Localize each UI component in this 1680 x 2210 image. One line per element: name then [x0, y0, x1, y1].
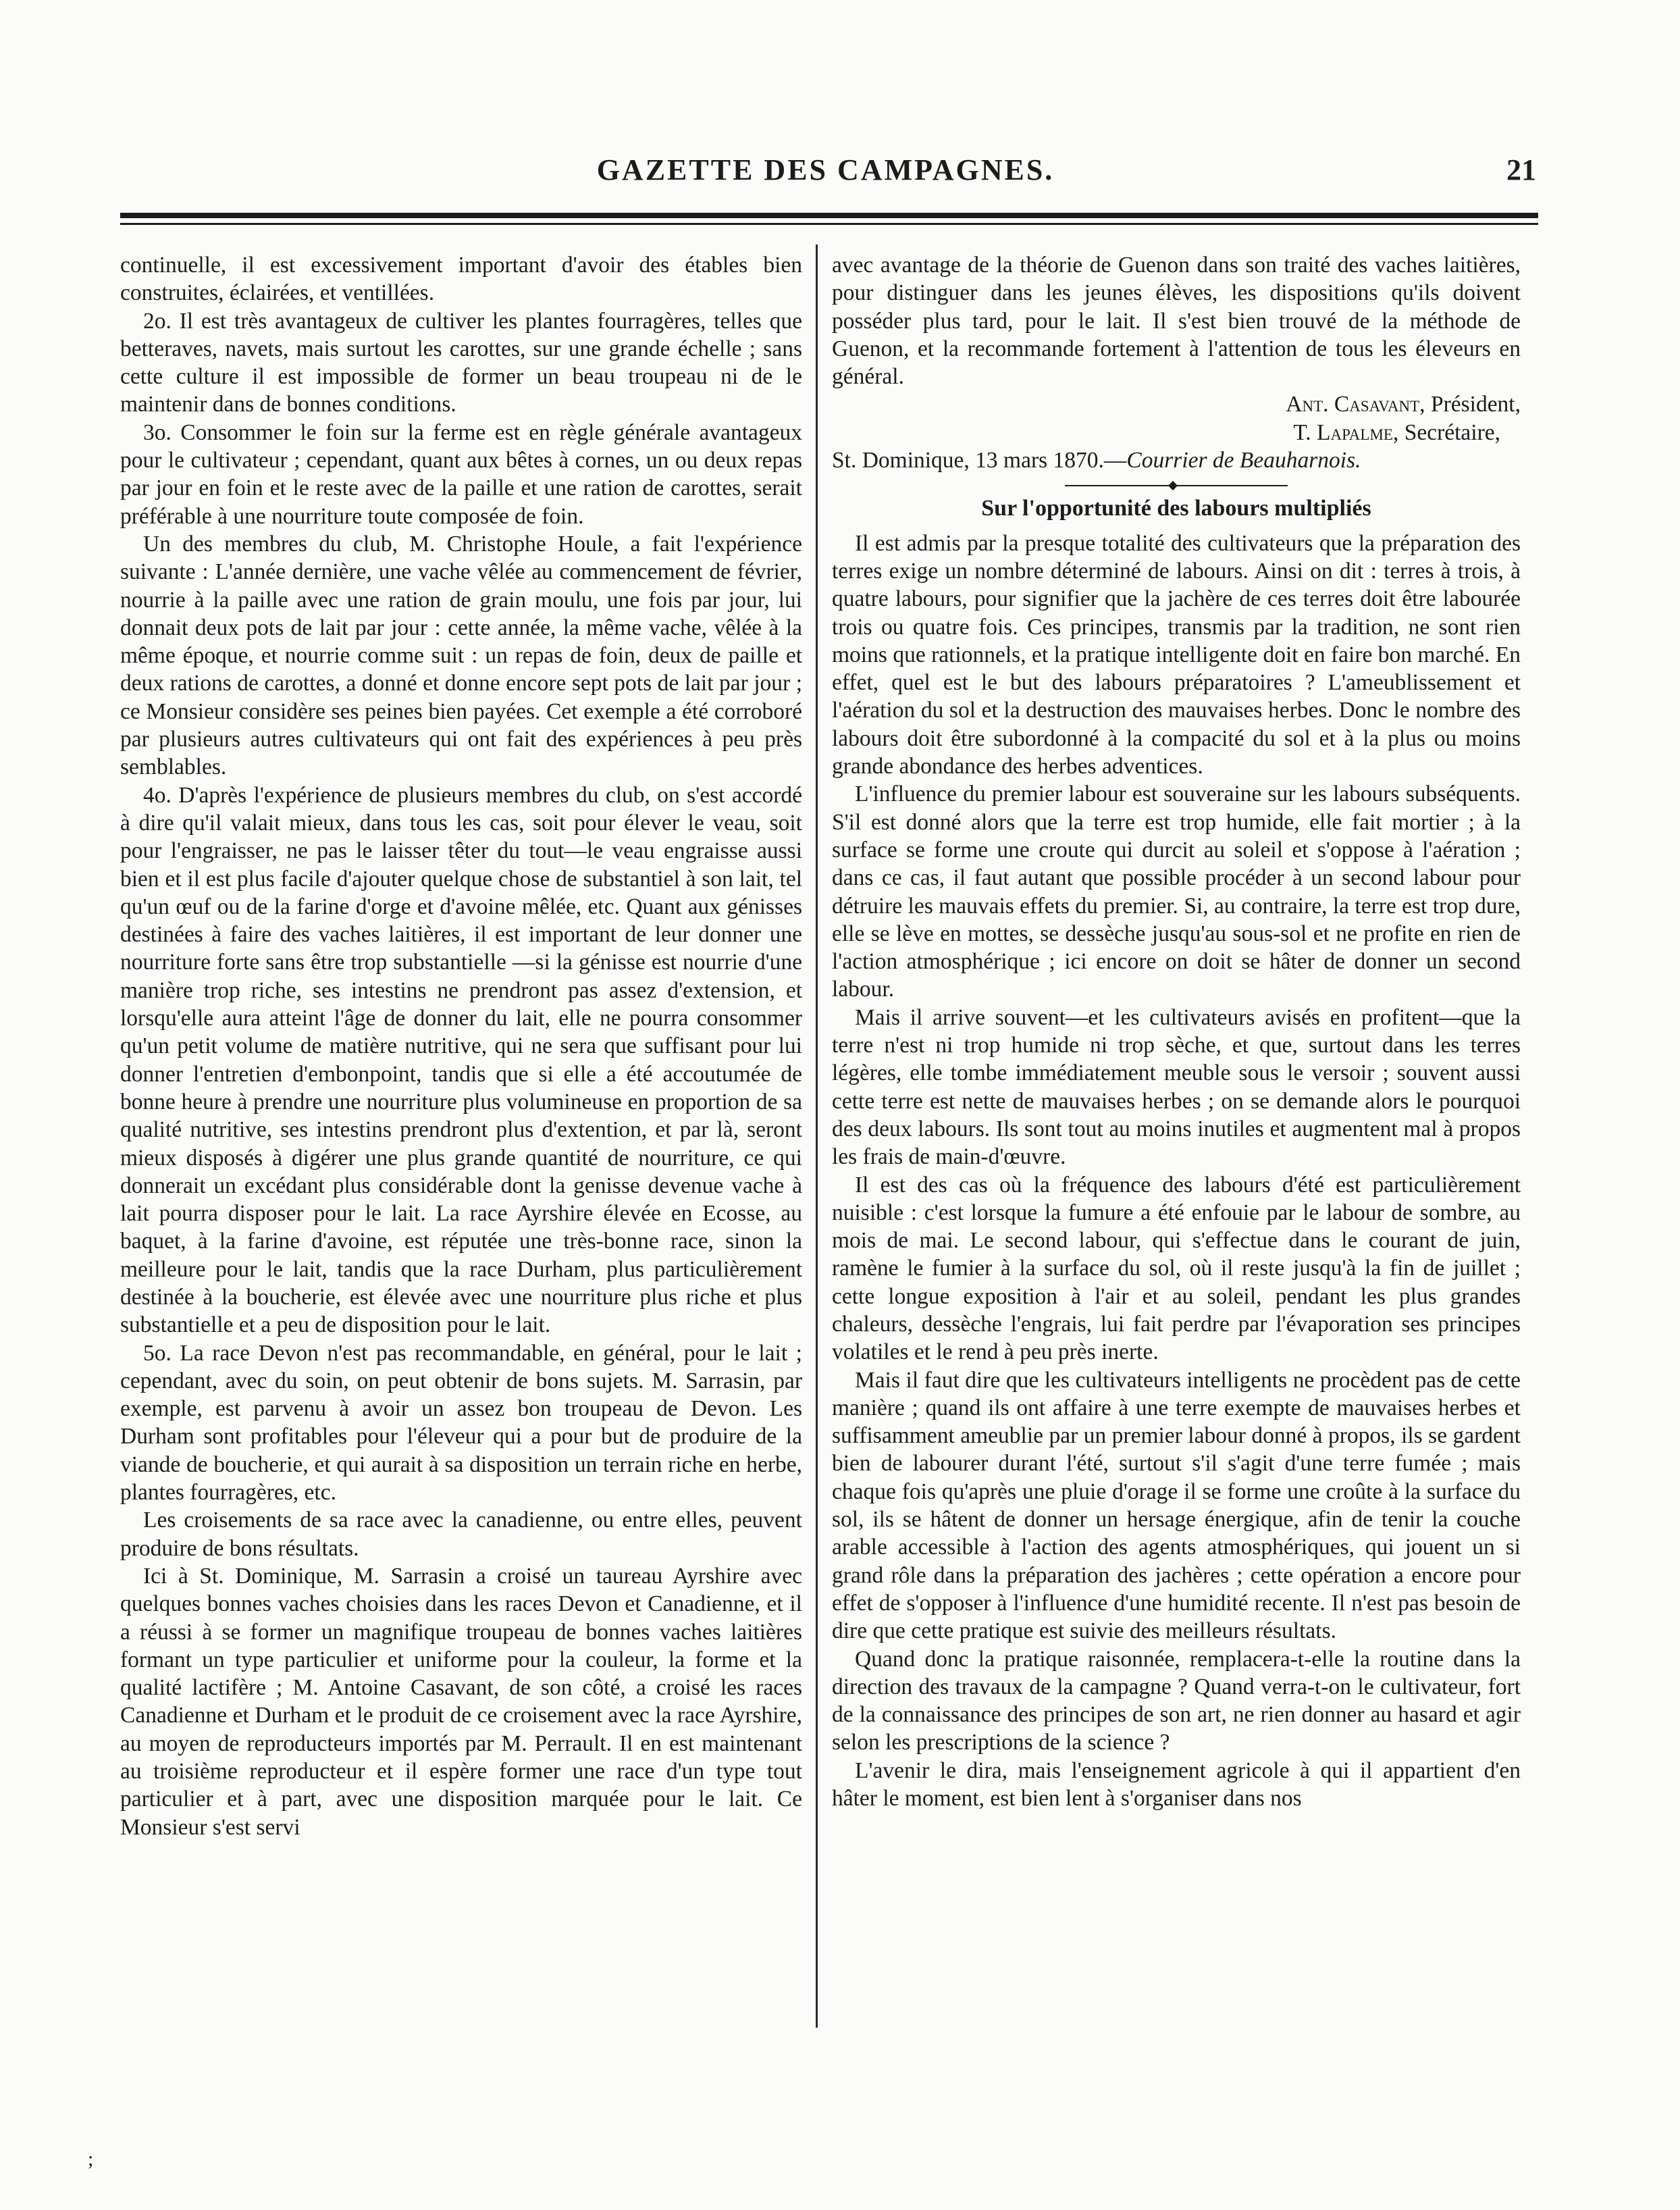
page-header	[115, 153, 1536, 200]
paragraph: Mais il faut dire que les cultivateurs intelligents ne procèdent pas de cette manière ; quand ils ont affaire à une terre exempte de mauvaises herbes et suffisamment ameublie par un premier labour donné à propos, ils se gardent bien de labourer durant l'été, surtout s'il s'agit d'une terre fumée ; mais chaque fois qu'après une pluie d'orage il se forme une croûte à la surface du sol, ils se hâtent de donner un hersage énergique, afin de tenir la couche arable accessible à l'action des agents atmosphériques, qui jouent un si grand rôle dans la préparation des jachères ; cette opération a encore pour effet de s'opposer à l'influence d'une humidité recente. Il n'est pas besoin de dire que cette pratique est suivie des meilleurs résultats.	[832, 1367, 1521, 1644]
paragraph: continuelle, il est excessivement important d'avoir des étables bien construites, éclairées, et ventillées.	[120, 253, 802, 306]
paragraph: 5o. La race Devon n'est pas recommandable, en général, pour le lait ; cependant, avec du soin, on peut obtenir de bons sujets. M. Sarrasin, par exemple, est parvenu à avoir un assez bon troupeau de Devon. Les Durham sont profitables pour l'éleveur qui a pour but de produire de la viande de boucherie, et qui aurait à sa disposition un terrain riche en herbe, plantes fourragères, etc.	[120, 1340, 802, 1506]
paragraph: Il est des cas où la fréquence des labours d'été est particulièrement nuisible : c'est lorsque la fumure a été enfouie par le labour de sombre, au mois de mai. Le second labour, qui s'effectue dans le courant de juin, ramène le fumier à la surface du sol, où il reste jusqu'à la fin de juillet ; cette longue exposition à l'air et au soleil, pendant les plus grandes chaleurs, dessèche l'engrais, lui fait perdre par l'évaporation ses principes volatiles et le rend à peu près inerte.	[832, 1172, 1521, 1365]
paragraph: L'avenir le dira, mais l'enseignement agricole à qui il appartient d'en hâter le moment, est bien lent à s'organiser dans nos	[832, 1757, 1521, 1811]
paragraph: Un des membres du club, M. Christophe Houle, a fait l'expérience suivante : L'année dernière, une vache vêlée au commencement de février, nourrie à la paille avec une ration de grain moulu, une fois par jour, lui donnait deux pots de lait par jour : cette année, la même vache, vêlée à la même époque, et nourrie comme suit : un repas de foin, deux de paille et deux rations de carottes, a donné et donne encore sept pots de lait par jour ; ce Monsieur considère ses peines bien payées. Cet exemple a été corroboré par plusieurs autres cultivateurs qui ont fait des expériences à peu près semblables.	[120, 531, 802, 780]
paragraph: Ici à St. Dominique, M. Sarrasin a croisé un taureau Ayrshire avec quelques bonnes vaches choisies dans les races Devon et Canadienne, et il a réussi à se former un magnifique troupeau de bonnes vaches laitières formant un type particulier et uniforme pour la couleur, la forme et la qualité lactifère ; M. Antoine Casavant, de son côté, a croisé les races Canadienne et Durham et le produit de ce croisement avec la race Ayrshire, au moyen de reproducteurs importés par M. Perrault. Il en est maintenant au troisième reproducteur et il espère former une race d'un type tout particulier et à part, avec une disposition marquée pour le lait. Ce Monsieur s'est servi	[120, 1563, 802, 1840]
paragraph: L'influence du premier labour est souveraine sur les labours subséquents. S'il est donné alors que la terre est trop humide, elle fait mortier ; à la surface se forme une croute qui durcit au soleil et s'oppose à l'aération ; dans ce cas, il faut autant que possible procéder à un second labour pour détruire les mauvais effets du premier. Si, au contraire, la terre est trop dure, elle se lève en mottes, se dessèche jusqu'au sous-sol et ne profite en rien de l'action atmosphérique ; ici encore on doit se hâter de donner un second labour.	[832, 781, 1521, 1002]
dateline-source: Courrier de Beauharnois.	[1126, 448, 1361, 473]
dateline-text: St. Dominique, 13 mars 1870.—	[832, 448, 1127, 473]
newspaper-title: GAZETTE DES CAMPAGNES.	[596, 153, 1055, 186]
left-column	[120, 251, 802, 1841]
footer-mark: ;	[88, 2148, 94, 2170]
dateline	[832, 446, 1521, 474]
signature-name: T. Lapalme,	[1293, 419, 1399, 445]
signature-president	[832, 390, 1521, 418]
column-divider	[816, 245, 818, 2028]
paragraph: 4o. D'après l'expérience de plusieurs membres du club, on s'est accordé à dire qu'il valait mieux, dans tous les cas, soit pour élever le veau, soit pour l'engraisser, ne pas le laisser têter du tout—le veau engraisse aussi bien et il est plus facile d'ajouter quelque chose de substantiel à son lait, tel qu'un œuf ou de la farine d'orge et d'avoine mêlée, etc. Quant aux génisses destinées à faire des vaches laitières, il est important de leur donner une nourriture forte sans être trop substantielle —si la génisse est nourrie d'une manière trop riche, ses intestins ne prendront pas assez d'extension, et lorsqu'elle aura atteint l'âge de donner du lait, elle ne pourra consommer qu'un petit volume de matière nutritive, qui ne sera que suffisant pour lui donner l'entretien d'embonpoint, tandis que si elle a été accoutumée de bonne heure à prendre une nourriture plus volumineuse en proportion de sa qualité nutritive, ses intestins prendront plus d'extention, et par là, seront mieux disposés à digérer une plus grande quantité de nourriture, ce qui donnerait un excédant plus considérable dont la genisse devenue vache à lait pourra disposer pour le lait. La race Ayrshire élevée en Ecosse, au baquet, à la farine d'avoine, est réputée une très-bonne race, sinon la meilleure pour le lait, tandis que la race Durham, plus particulièrement destinée à la boucherie, est élevée avec une nourriture plus riche et plus substantielle et a peu de disposition pour le lait.	[120, 782, 802, 1338]
signature-role: Président,	[1425, 392, 1521, 417]
signature-name: Ant. Casavant,	[1286, 392, 1425, 417]
paragraph: 2o. Il est très avantageux de cultiver les plantes fourragères, telles que betteraves, navets, mais surtout les carottes, sur une grande échelle ; sans cette culture il est impossible de former un beau troupeau ni de le maintenir dans de bonnes conditions.	[120, 308, 802, 417]
paragraph: Les croisements de sa race avec la canadienne, ou entre elles, peuvent produire de bons résultats.	[120, 1508, 802, 1561]
signature-secretary	[832, 419, 1521, 446]
page-number: 21	[1506, 153, 1536, 186]
paragraph: Il est admis par la presque totalité des cultivateurs que la préparation des terres exige un nombre déterminé de labours. Ainsi on dit : terres à trois, à quatre labours, pour signifier que la jachère de ces terres doit être labourée trois ou quatre fois. Ces principes, transmis par la tradition, ne sont rien moins que rationnels, et la pratique intelligente doit en faire bon marché. En effet, quel est le but des labours préparatoires ? L'ameublissement et l'aération du sol et la destruction des mauvaises herbes. Donc le nombre des labours doit être subordonné à la compacité du sol et à la plus ou moins grande abondance des herbes adventices.	[832, 530, 1521, 779]
section-separator	[1065, 484, 1288, 488]
paragraph: Quand donc la pratique raisonnée, remplacera-t-elle la routine dans la direction des travaux de la campagne ? Quand verra-t-on le cultivateur, fort de la connaissance des principes de son art, ne rien donner au hasard et agir selon les prescriptions de la science ?	[832, 1646, 1521, 1755]
header-rule-thin	[120, 223, 1538, 225]
paragraph: avec avantage de la théorie de Guenon dans son traité des vaches laitières, pour distinguer dans les jeunes élèves, les dispositions qu'ils doivent posséder plus tard, pour le lait. Il s'est bien trouvé de la méthode de Guenon, et la recommande fortement à l'attention de tous les éleveurs en général.	[832, 253, 1521, 390]
header-rule-thick	[120, 213, 1538, 218]
paragraph: 3o. Consommer le foin sur la ferme est en règle générale avantageux pour le cultivateur ; cependant, quant aux bêtes à cornes, un ou deux repas par jour en foin et le reste avec de la paille et une ration de carottes, serait préférable à une nourriture toute composée de foin.	[120, 419, 802, 529]
right-column	[832, 251, 1521, 1812]
paragraph: Mais il arrive souvent—et les cultivateurs avisés en profitent—que la terre n'est ni trop humide ni trop sèche, et que, surtout dans les terres légères, elle tombe immédiatement meuble sous le versoir ; souvent aussi cette terre est nette de mauvaises herbes ; on se demande alors le pourquoi des deux labours. Ils sont tout au moins inutiles et augmentent mal à propos les frais de main-d'œuvre.	[832, 1004, 1521, 1170]
signature-role: Secrétaire,	[1398, 419, 1500, 445]
section-title: Sur l'opportunité des labours multipliés	[981, 496, 1371, 521]
